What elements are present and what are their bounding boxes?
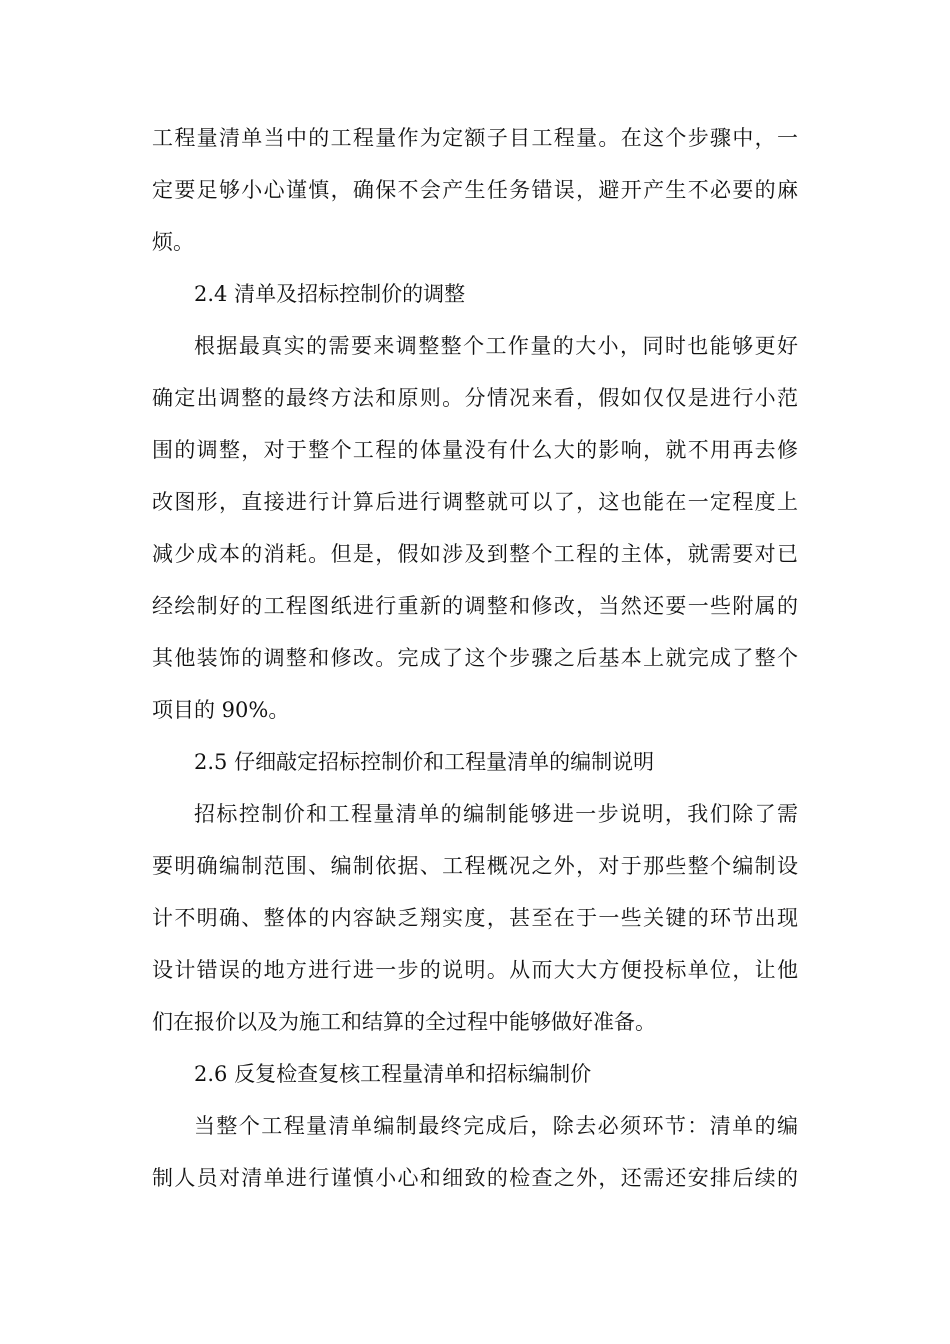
paragraph-4-line-2: 制人员对清单进行谨慎小心和细致的检查之外，还需还安排后续的 bbox=[152, 1166, 798, 1190]
section-heading-2-4: 2.4 清单及招标控制价的调整 bbox=[194, 282, 466, 306]
paragraph-2-line-1: 根据最真实的需要来调整整个工作量的大小，同时也能够更好 bbox=[194, 334, 798, 358]
paragraph-2-line-2: 确定出调整的最终方法和原则。分情况来看，假如仅仅是进行小范 bbox=[152, 386, 798, 410]
paragraph-2-line-8: 项目的 90%。 bbox=[152, 698, 290, 722]
paragraph-3-line-1: 招标控制价和工程量清单的编制能够进一步说明，我们除了需 bbox=[194, 802, 798, 826]
paragraph-3-line-5: 们在报价以及为施工和结算的全过程中能够做好准备。 bbox=[152, 1010, 656, 1034]
paragraph-1-line-1: 工程量清单当中的工程量作为定额子目工程量。在这个步骤中，一 bbox=[152, 126, 798, 150]
paragraph-2-line-6: 经绘制好的工程图纸进行重新的调整和修改，当然还要一些附属的 bbox=[152, 594, 798, 618]
paragraph-2-line-7: 其他装饰的调整和修改。完成了这个步骤之后基本上就完成了整个 bbox=[152, 646, 798, 670]
section-heading-2-6: 2.6 反复检查复核工程量清单和招标编制价 bbox=[194, 1062, 592, 1086]
paragraph-3-line-2: 要明确编制范围、编制依据、工程概况之外，对于那些整个编制设 bbox=[152, 854, 798, 878]
paragraph-1-line-3: 烦。 bbox=[152, 230, 194, 254]
paragraph-4-line-1: 当整个工程量清单编制最终完成后，除去必须环节：清单的编 bbox=[194, 1114, 798, 1138]
paragraph-2-line-3: 围的调整，对于整个工程的体量没有什么大的影响，就不用再去修 bbox=[152, 438, 798, 462]
paragraph-2-line-5: 减少成本的消耗。但是，假如涉及到整个工程的主体，就需要对已 bbox=[152, 542, 798, 566]
paragraph-1-line-2: 定要足够小心谨慎，确保不会产生任务错误，避开产生不必要的麻 bbox=[152, 178, 798, 202]
paragraph-2-line-4: 改图形，直接进行计算后进行调整就可以了，这也能在一定程度上 bbox=[152, 490, 798, 514]
paragraph-3-line-3: 计不明确、整体的内容缺乏翔实度，甚至在于一些关键的环节出现 bbox=[152, 906, 798, 930]
section-heading-2-5: 2.5 仔细敲定招标控制价和工程量清单的编制说明 bbox=[194, 750, 655, 774]
paragraph-3-line-4: 设计错误的地方进行进一步的说明。从而大大方便投标单位，让他 bbox=[152, 958, 798, 982]
